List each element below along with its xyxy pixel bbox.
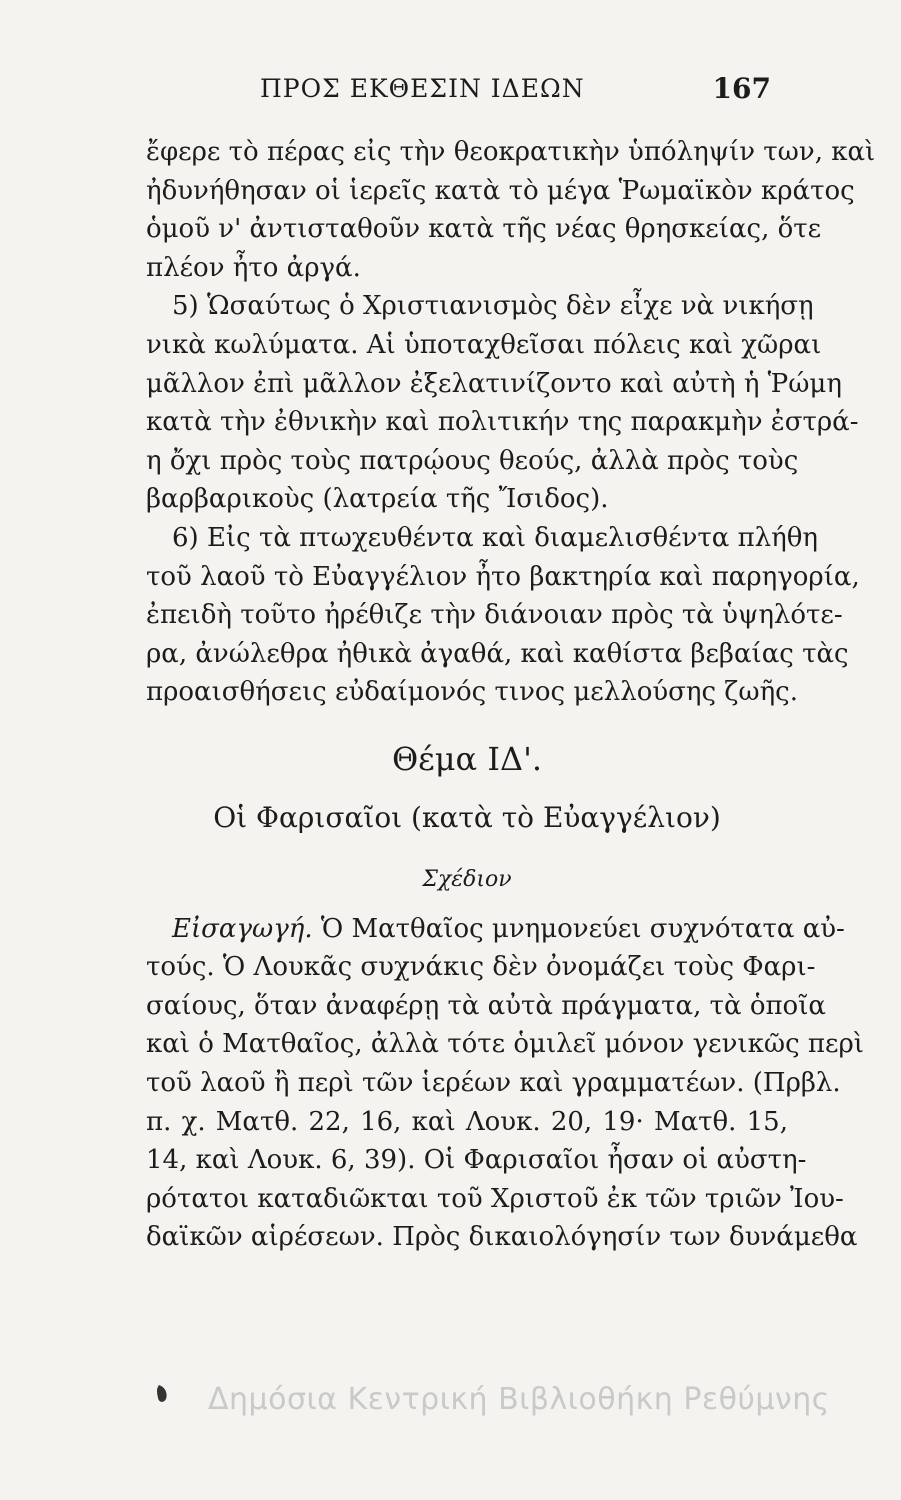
text-line: κατὰ τὴν ἐθνικὴν καὶ πολιτικήν της παρακμὴν ἐστρά-	[146, 407, 859, 438]
text-line: σαίους, ὅταν ἀναφέρῃ τὰ αὐτὰ πράγματα, τὰ ὁποῖα	[146, 990, 826, 1021]
text-line: τοῦ λαοῦ τὸ Εὐαγγέλιον ἦτο βακτηρία καὶ παρηγορία,	[146, 561, 860, 592]
text-line: ἔφερε τὸ πέρας εἰς τὴν θεοκρατικὴν ὑπόληψίν των, καὶ	[146, 137, 876, 167]
text-line: 5) Ὡσαύτως ὁ Χριστιανισμὸς δὲν εἶχε νὰ νικήσῃ	[172, 291, 814, 322]
ink-spot-icon	[155, 1384, 169, 1404]
text-line: καὶ ὁ Ματθαῖος, ἀλλὰ τότε ὁμιλεῖ μόνον γενικῶς περὶ	[146, 1029, 864, 1060]
text-line: ἠδυνήθησαν οἱ ἱερεῖς κατὰ τὸ μέγα Ῥωμαϊκὸν κράτος	[146, 175, 855, 206]
page-body	[146, 133, 876, 1257]
text-line: πλέον ἦτο ἀργά.	[146, 252, 361, 283]
text-line: προαισθήσεις εὐδαίμονός τινος μελλούσης ζωῆς.	[146, 677, 799, 708]
paragraph	[146, 287, 859, 519]
page-header	[148, 68, 771, 108]
text-span: Ὁ Ματθαῖος μνημονεύει συχνότατα αὐ-	[320, 913, 845, 944]
text-line: τούς. Ὁ Λουκᾶς συχνάκις δὲν ὀνομάζει τοὺς Φαρι-	[146, 952, 816, 983]
text-line: 14, καὶ Λουκ. 6, 39). Οἱ Φαρισαῖοι ἦσαν οἱ αὐστη-	[146, 1145, 807, 1176]
text-line: βαρβαρικοὺς (λατρεία τῆς Ἴσιδος).	[146, 484, 609, 515]
library-watermark: Δημόσια Κεντρική Βιβλιοθήκη Ρεθύμνης	[208, 1382, 830, 1417]
page-number: 167	[712, 72, 771, 105]
text-line: 6) Εἰς τὰ πτωχευθέντα καὶ διαμελισθέντα πλήθη	[172, 522, 818, 553]
text-line: μᾶλλον ἐπὶ μᾶλλον ἐξελατινίζοντο καὶ αὐτὴ ἡ Ῥώμη	[146, 368, 842, 399]
text-line: ἐπειδὴ τοῦτο ἠρέθιζε τὴν διάνοιαν πρὸς τὰ ὑψηλότε-	[146, 600, 843, 631]
paragraph	[146, 519, 860, 712]
theme-title: Θέμα ΙΔ'.	[391, 739, 543, 778]
text-line: ρότατοι καταδιῶκται τοῦ Χριστοῦ ἐκ τῶν τριῶν Ἰου-	[146, 1183, 844, 1214]
text-line: ρα, ἀνώλεθρα ἠθικὰ ἀγαθά, καὶ καθίστα βεβαίας τὰς	[146, 638, 849, 669]
introduction-label: Εἰσαγωγή.	[172, 913, 313, 944]
text-line: ὁμοῦ ν' ἀντισταθοῦν κατὰ τῆς νέας θρησκείας, ὅτε	[146, 214, 822, 245]
text-line: τοῦ λαοῦ ἢ περὶ τῶν ἱερέων καὶ γραμματέων. (Πρβλ.	[146, 1068, 841, 1099]
text-line: π. χ. Ματθ. 22, 16, καὶ Λουκ. 20, 19· Ματθ. 15,	[146, 1106, 788, 1137]
paragraph	[146, 133, 876, 287]
outline-label: Σχέδιον	[422, 867, 512, 893]
text-line: δαϊκῶν αἱρέσεων. Πρὸς δικαιολόγησίν των δυνάμεθα	[146, 1222, 858, 1253]
text-line	[146, 910, 845, 949]
text-line: νικὰ κωλύματα. Αἱ ὑποταχθεῖσαι πόλεις καὶ χῶραι	[146, 329, 822, 360]
running-title: ΠΡΟΣ ΕΚΘΕΣΙΝ ΙΔΕΩΝ	[260, 74, 585, 103]
theme-subtitle: Οἱ Φαρισαῖοι (κατὰ τὸ Εὐαγγέλιον)	[213, 800, 721, 834]
paragraph	[146, 910, 864, 1257]
text-line: η ὄχι πρὸς τοὺς πατρῴους θεούς, ἀλλὰ πρὸς τοὺς	[146, 445, 799, 476]
